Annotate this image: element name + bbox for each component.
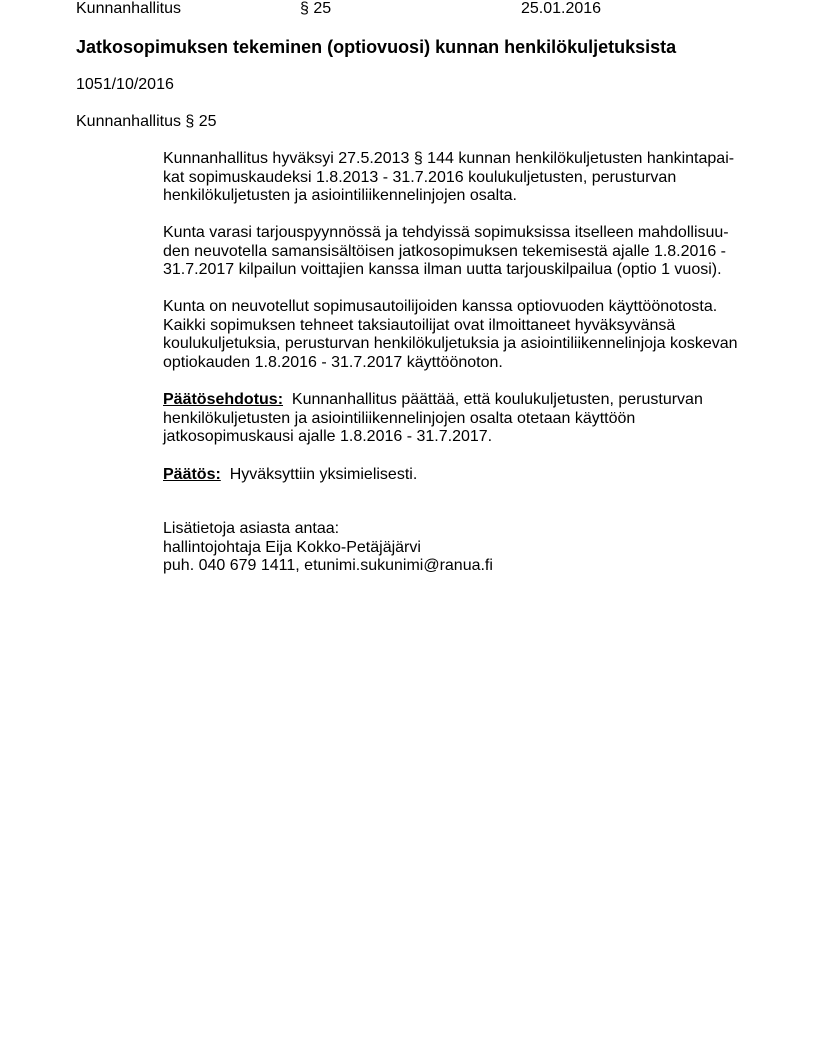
header-body: Kunnanhallitus — [76, 0, 181, 17]
text-line: 31.7.2017 kilpailun voittajien kanssa ilman uutta tarjouskilpailua (optio 1 vuosi). — [163, 261, 722, 278]
meeting-reference: Kunnanhallitus § 25 — [76, 113, 217, 130]
contact-info — [163, 520, 493, 576]
decision-text: Hyväksyttiin yksimielisesti. — [229, 466, 418, 483]
text-line: kat sopimuskaudeksi 1.8.2013 - 31.7.2016 koulukuljetusten, perusturvan — [163, 168, 677, 186]
text-line: Kunnanhallitus hyväksyi 27.5.2013 § 144 kunnan henkilökuljetusten hankintapai- — [163, 150, 735, 167]
document-title: Jatkosopimuksen tekeminen (optiovuosi) kunnan henkilökuljetuksista — [76, 37, 677, 57]
text-line: den neuvotella samansisältöisen jatkosopimuksen tekemisestä ajalle 1.8.2016 - — [163, 242, 726, 260]
proposal-label: Päätösehdotus: — [163, 391, 284, 408]
text-line: Kunta on neuvotellut sopimusautoilijoiden kanssa optiovuoden käyttöönotosta. — [163, 298, 718, 315]
text-line: puh. 040 679 1411, etunimi.sukunimi@ranua.fi — [163, 557, 493, 574]
header-section: § 25 — [300, 0, 332, 17]
paragraph-3 — [163, 298, 738, 372]
record-number: 1051/10/2016 — [76, 76, 174, 93]
text-line: Kaikki sopimuksen tehneet taksiautoilijat ovat ilmoittaneet hyväksyvänsä — [163, 316, 676, 334]
text-line: optiokauden 1.8.2016 - 31.7.2017 käyttöönoton. — [163, 353, 503, 371]
text-line: henkilökuljetusten ja asiointiliikennelinjojen osalta otetaan käyttöön — [163, 409, 636, 427]
paragraph-1 — [163, 150, 734, 206]
text-line: Kunnanhallitus päättää, että koulukuljetusten, perusturvan — [291, 391, 703, 408]
text-line: Lisätietoja asiasta antaa: — [163, 520, 340, 537]
text-line: hallintojohtaja Eija Kokko-Petäjäjärvi — [163, 538, 421, 556]
decision — [163, 466, 417, 485]
decision-proposal — [163, 391, 703, 447]
text-line: Kunta varasi tarjouspyynnössä ja tehdyissä sopimuksissa itselleen mahdollisuu- — [163, 224, 729, 241]
text-line: koulukuljetuksia, perusturvan henkilökuljetuksia ja asiointiliikennelinjoja koskevan — [163, 335, 738, 352]
paragraph-2 — [163, 224, 729, 280]
decision-label: Päätös: — [163, 466, 221, 483]
text-line: jatkosopimuskausi ajalle 1.8.2016 - 31.7.2017. — [163, 428, 493, 445]
header-date: 25.01.2016 — [521, 0, 602, 17]
text-line: henkilökuljetusten ja asiointiliikennelinjojen osalta. — [163, 187, 517, 204]
